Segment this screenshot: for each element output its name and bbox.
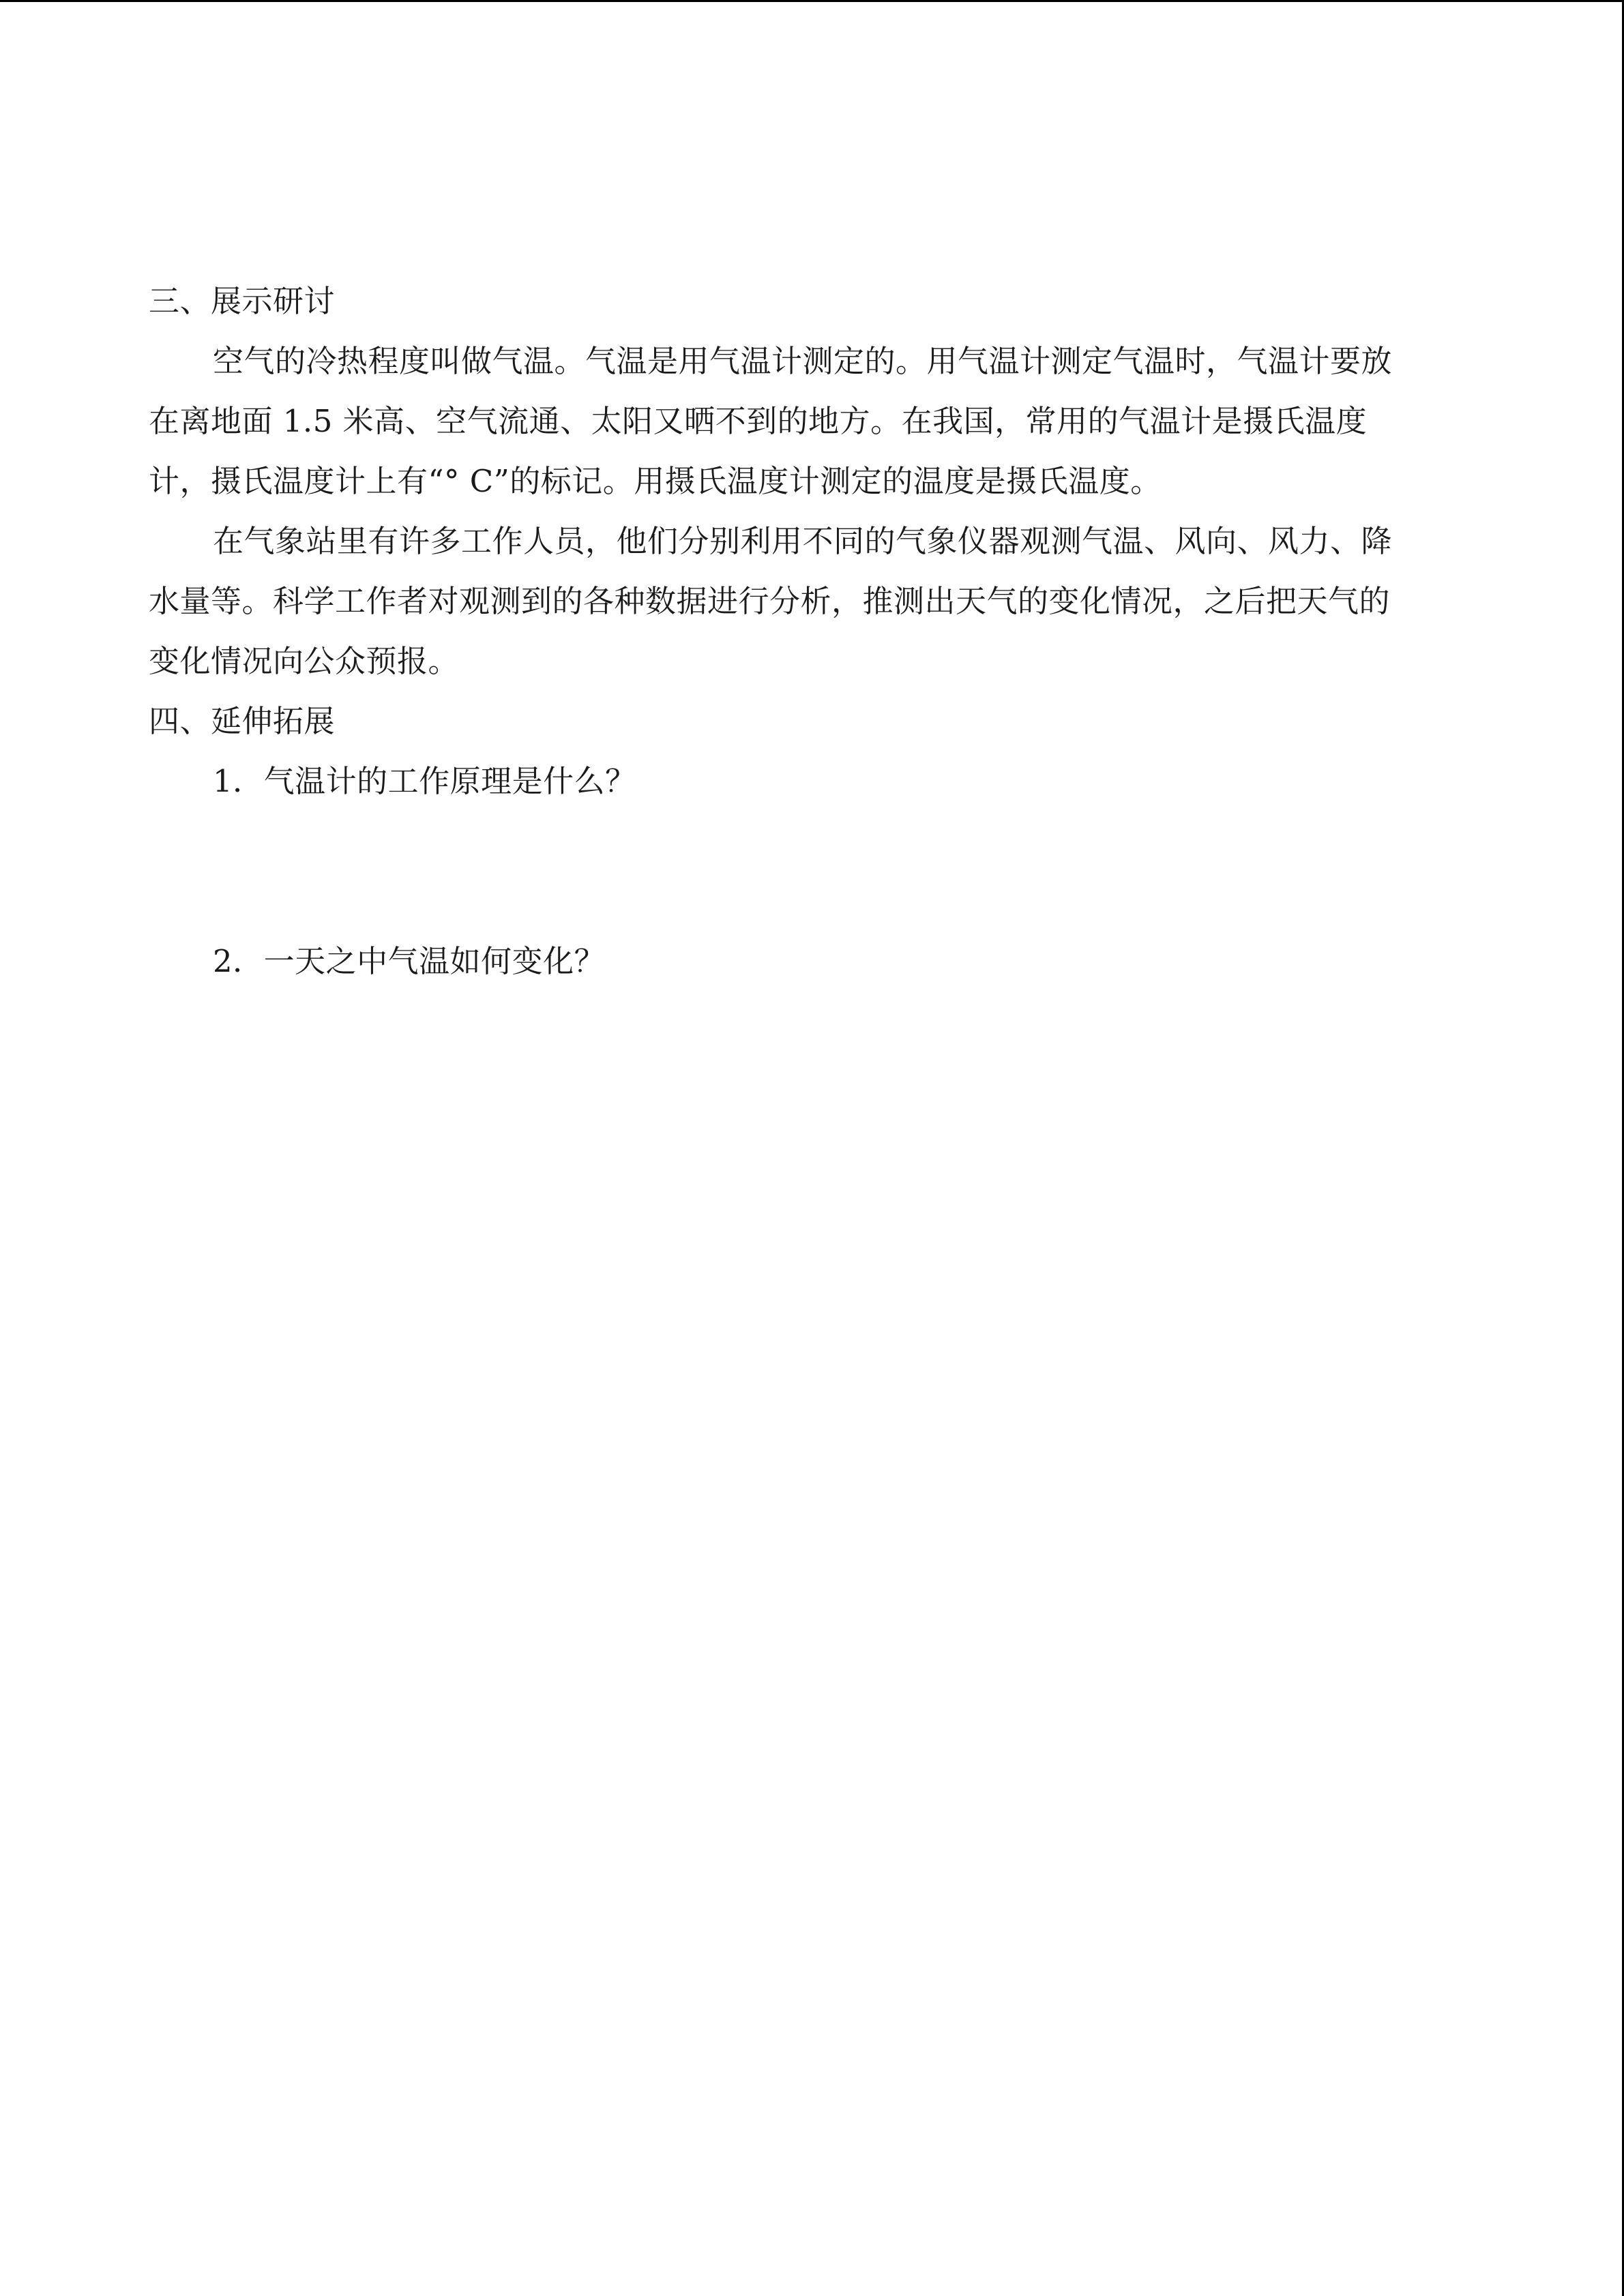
question-1: 1．气温计的工作原理是什么？ <box>213 763 636 799</box>
paragraph-line: 空气的冷热程度叫做气温。气温是用气温计测定的。用气温计测定气温时，气温计要放 <box>213 343 1393 379</box>
paragraph-line: 变化情况向公众预报。 <box>149 643 460 679</box>
paragraph-air-temperature <box>149 331 1458 511</box>
document-page <box>149 271 1458 992</box>
question-2: 2．一天之中气温如何变化？ <box>213 943 606 979</box>
section-heading-extension: 四、延伸拓展 <box>149 703 336 739</box>
section-heading-display-discuss: 三、展示研讨 <box>149 283 336 319</box>
answer-space <box>149 811 1458 931</box>
paragraph-line: 水量等。科学工作者对观测到的各种数据进行分析，推测出天气的变化情况，之后把天气的 <box>149 583 1391 619</box>
paragraph-line: 计，摄氏温度计上有“° C”的标记。用摄氏温度计测定的温度是摄氏温度。 <box>149 463 1162 499</box>
paragraph-line: 在气象站里有许多工作人员，他们分别利用不同的气象仪器观测气温、风向、风力、降 <box>213 523 1393 559</box>
paragraph-weather-station <box>149 511 1458 691</box>
paragraph-line: 在离地面 1.5 米高、空气流通、太阳又晒不到的地方。在我国，常用的气温计是摄氏温度 <box>149 403 1368 439</box>
page-top-border <box>0 0 1624 2</box>
